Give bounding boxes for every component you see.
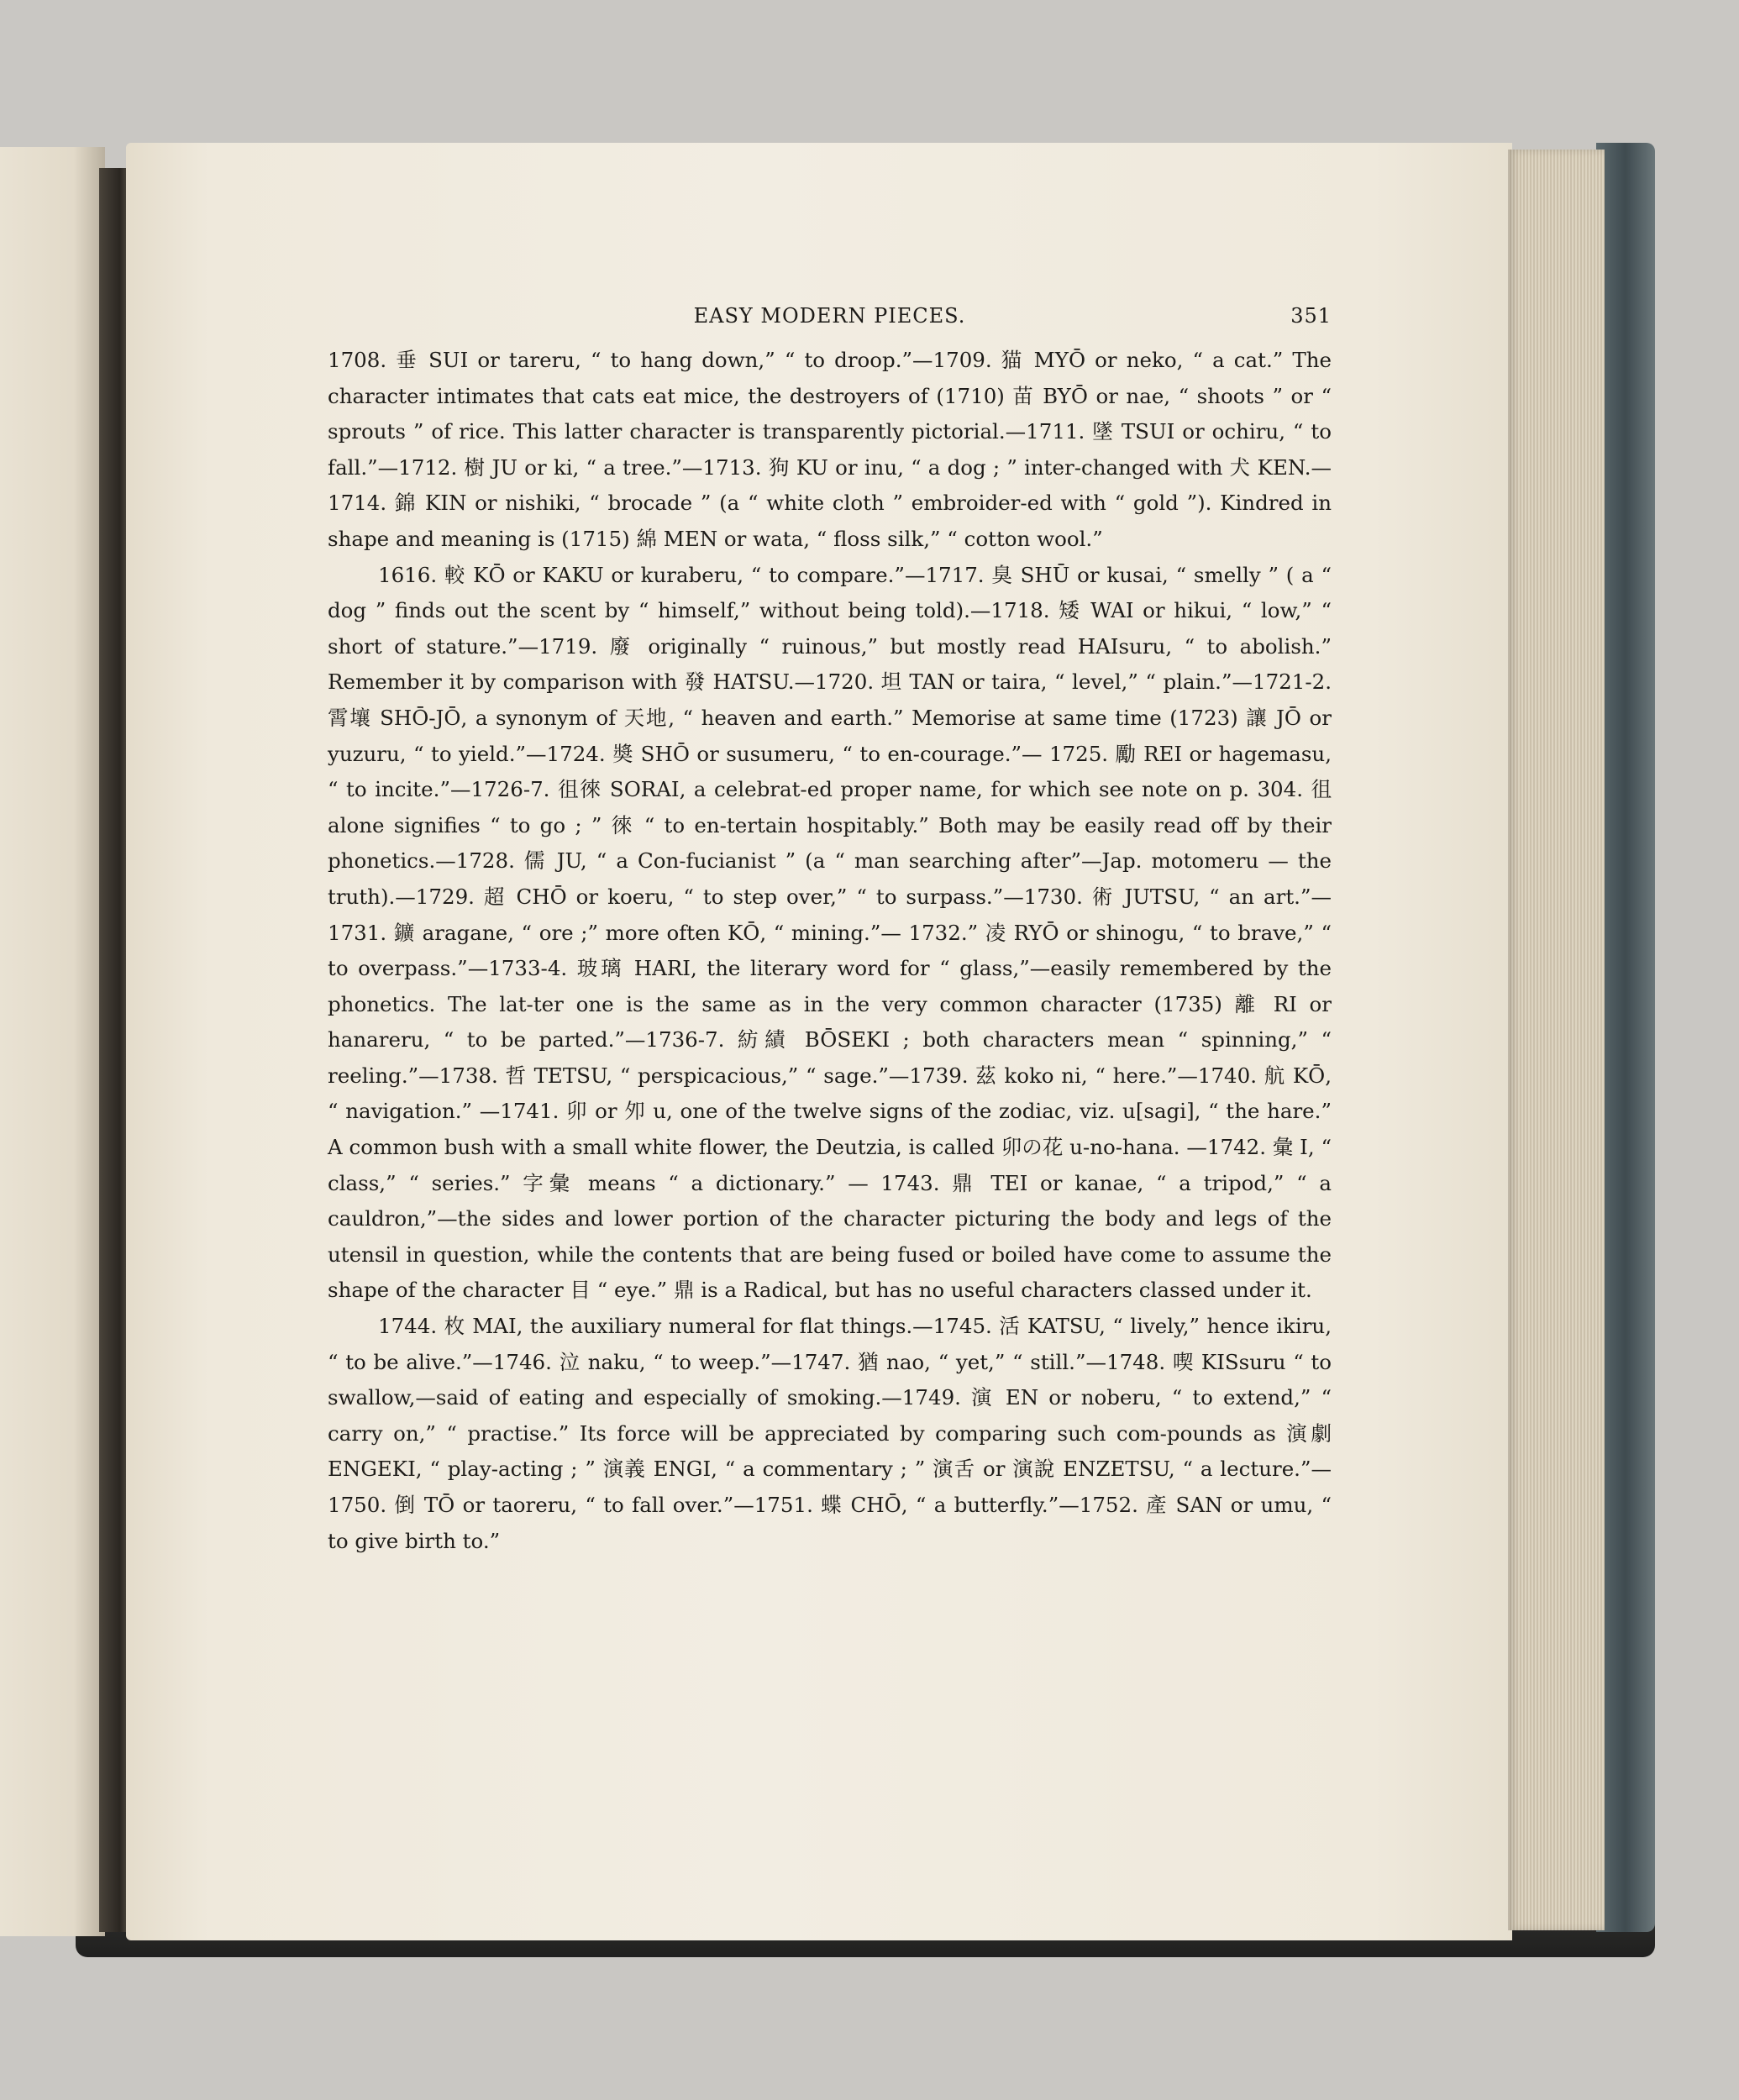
book-cover-right <box>1596 143 1655 1932</box>
page-number: 351 <box>1290 304 1332 328</box>
running-head <box>328 294 1332 336</box>
page-block-edge <box>1508 150 1605 1930</box>
running-title: EASY MODERN PIECES. <box>693 304 966 328</box>
paragraph-1616: 1616. 較 KŌ or KAKU or kuraberu, “ to compare.”—1717. 臭 SHŪ or kusai, “ smelly ” ( a “ dog ” finds out the scent by “ himself,” without being told).—1718. 矮 WAI or hikui, “ low,” “ short of stature.”—1719. 廢 originally “ ruinous,” but mostly read HAIsuru, “ to abolish.” Remember it by comparison with 發 HATSU.—1720. 坦 TAN or taira, “ level,” “ plain.”—1721-2. 霄壤 SHŌ-JŌ, a synonym of 天地, “ heaven and earth.” Memorise at same time (1723) 讓 JŌ or yuzuru, “ to yield.”—1724. 奬 SHŌ or susumeru, “ to en-courage.”— 1725. 勵 REI or hagemasu, “ to incite.”—1726-7. 徂徠 SORAI, a celebrat-ed proper name, for which see note on p. 304. 徂 alone signifies “ to go ; ” 徠 “ to en-tertain hospitably.” Both may be easily read off by their phonetics.—1728. 儒 JU, “ a Con-fucianist ” (a “ man searching after”—Jap. motomeru — the truth).—1729. 超 CHŌ or koeru, “ to step over,” “ to surpass.”—1730. 術 JUTSU, “ an art.”—1731. 鑛 aragane, “ ore ;” more often KŌ, “ mining.”— 1732.” 凌 RYŌ or shinogu, “ to brave,” “ to overpass.”—1733-4. 玻璃 HARI, the literary word for “ glass,”—easily remembered by the phonetics. The lat-ter one is the same as in the very common character (1735) 離 RI or hanareru, “ to be parted.”—1736-7. 紡績 BŌSEKI ; both characters mean “ spinning,” “ reeling.”—1738. 哲 TETSU, “ perspicacious,” “ sage.”—1739. 茲 koko ni, “ here.”—1740. 航 KŌ, “ navigation.” —1741. 卯 or 夘 u, one of the twelve signs of the zodiac, viz. u[sagi], “ the hare.” A common bush with a small white flower, the Deutzia, is called 卯の花 u-no-hana. —1742. 彙 I, “ class,” “ series.” 字彙 means “ a dictionary.” — 1743. 鼎 TEI or kanae, “ a tripod,” “ a cauldron,”—the sides and lower portion of the character picturing the body and legs of the utensil in question, while the contents that are being fused or boiled have come to assume the shape of the character 目 “ eye.” 鼎 is a Radical, but has no useful characters classed under it. <box>328 562 1332 1303</box>
body-text <box>328 343 1332 1559</box>
paragraph-1708: 1708. 垂 SUI or tareru, “ to hang down,” “ to droop.”—1709. 猫 MYŌ or neko, “ a cat.” The character intimates that cats eat mice, the destroyers of (1710) 苗 BYŌ or nae, “ shoots ” or “ sprouts ” of rice. This latter character is transparently pictorial.—1711. 墜 TSUI or ochiru, “ to fall.”—1712. 樹 JU or ki, “ a tree.”—1713. 狗 KU or inu, “ a dog ; ” inter-changed with 犬 KEN.—1714. 錦 KIN or nishiki, “ brocade ” (a “ white cloth ” embroider-ed with “ gold ”). Kindred in shape and meaning is (1715) 綿 MEN or wata, “ floss silk,” “ cotton wool.” <box>328 348 1332 551</box>
page-content <box>328 294 1332 1559</box>
paragraph-1744: 1744. 枚 MAI, the auxiliary numeral for flat things.—1745. 活 KATSU, “ lively,” hence ikiru, “ to be alive.”—1746. 泣 naku, “ to weep.”—1747. 猶 nao, “ yet,” “ still.”—1748. 喫 KISsuru “ to swallow,—said of eating and especially of smoking.—1749. 演 EN or noberu, “ to extend,” “ carry on,” “ practise.” Its force will be appreciated by comparing such com-pounds as 演劇 ENGEKI, “ play-acting ; ” 演義 ENGI, “ a commentary ; ” 演舌 or 演說 ENZETSU, “ a lecture.”—1750. 倒 TŌ or taoreru, “ to fall over.”—1751. 蝶 CHŌ, “ a butterfly.”—1752. 產 SAN or umu, “ to give birth to.” <box>328 1314 1332 1553</box>
left-page-edge <box>0 147 105 1936</box>
